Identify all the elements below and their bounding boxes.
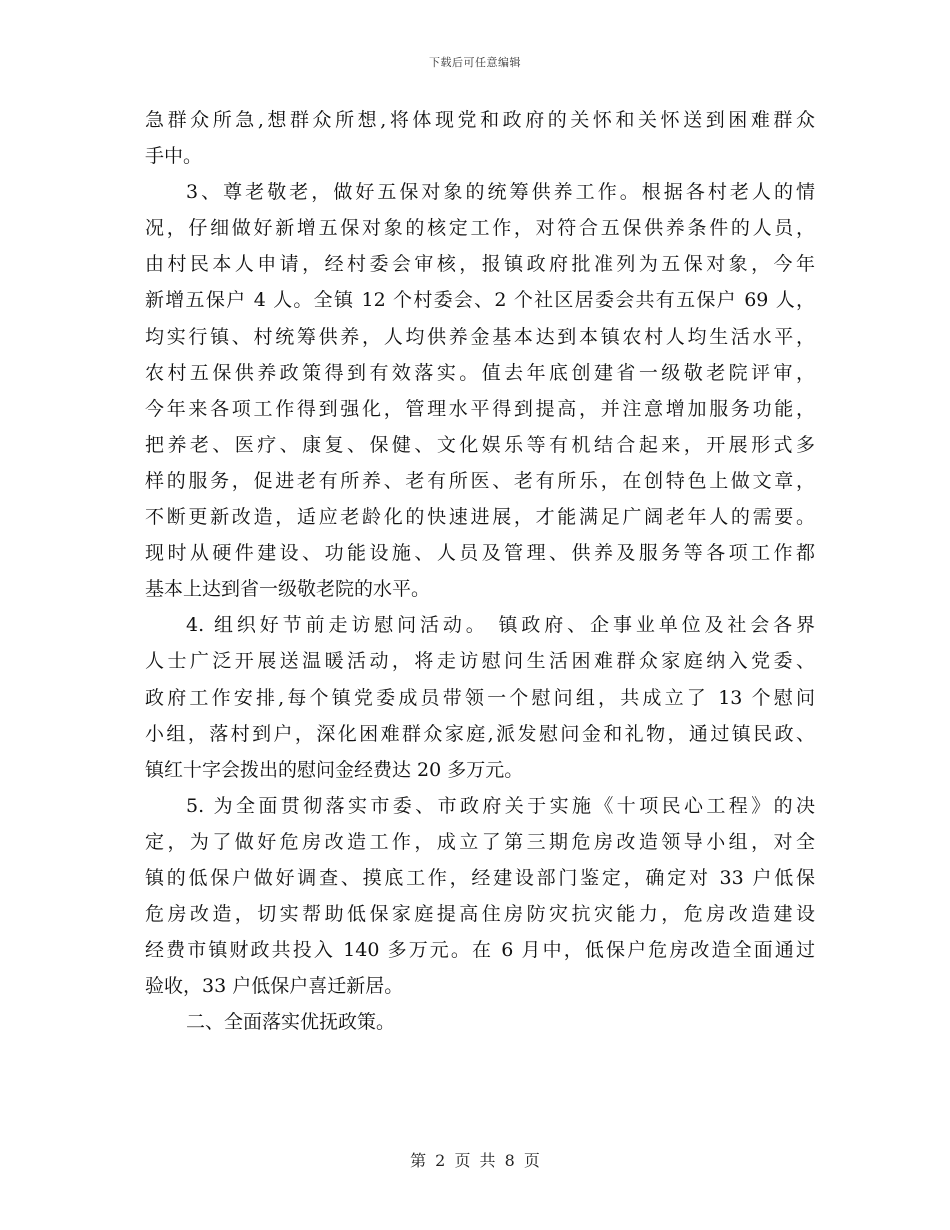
text-line: 镇的低保户做好调查、摸底工作，经建设部门鉴定，确定对 33 户低保 (145, 866, 815, 889)
text-line: 急群众所急,想群众所想,将体现党和政府的关怀和关怀送到困难群众 (145, 109, 815, 131)
section-heading: 二、全面落实优抚政策。 (186, 1011, 396, 1034)
text-line: 农村五保供养政策得到有效落实。值去年底创建省一级敬老院评审， (145, 361, 815, 384)
paragraph-3-start: 3、尊老敬老，做好五保对象的统筹供养工作。根据各村老人的情 (186, 181, 815, 204)
page-header: 下载后可任意编辑 (429, 56, 521, 69)
text-line: 由村民本人申请，经村委会审核，报镇政府批准列为五保对象，今年 (145, 253, 815, 276)
text-line: 定，为了做好危房改造工作，成立了第三期危房改造领导小组，对全 (145, 830, 815, 853)
page-number: 第 2 页 共 8 页 (410, 1151, 540, 1170)
text-line: 均实行镇、村统筹供养，人均供养金基本达到本镇农村人均生活水平， (145, 325, 815, 348)
text-line: 小组，落村到户，深化困难群众家庭,派发慰问金和礼物，通过镇民政、 (145, 722, 815, 745)
text-line: 基本上达到省一级敬老院的水平。 (145, 578, 431, 601)
text-line: 样的服务，促进老有所养、老有所医、老有所乐，在创特色上做文章， (145, 469, 815, 492)
document-body (145, 102, 815, 1040)
text-line: 今年来各项工作得到强化，管理水平得到提高，并注意增加服务功能， (145, 397, 815, 420)
text-line: 把养老、医疗、康复、保健、文化娱乐等有机结合起来，开展形式多 (145, 433, 815, 456)
text-line: 人士广泛开展送温暖活动，将走访慰问生活困难群众家庭纳入党委、 (145, 650, 815, 673)
text-line: 新增五保户 4 人。全镇 12 个村委会、2 个社区居委会共有五保户 69 人， (145, 289, 815, 312)
text-line: 验收，33 户低保户喜迁新居。 (145, 975, 404, 998)
text-line: 经费市镇财政共投入 140 多万元。在 6 月中，低保户危房改造全面通过 (145, 939, 815, 962)
paragraph-4-start: 4. 组织好节前走访慰问活动。 镇政府、企事业单位及社会各界 (186, 614, 815, 637)
text-line: 政府工作安排,每个镇党委成员带领一个慰问组，共成立了 13 个慰问 (145, 686, 815, 709)
paragraph-5-start: 5. 为全面贯彻落实市委、市政府关于实施《十项民心工程》的决 (186, 794, 815, 817)
text-line: 手中。 (145, 145, 203, 168)
text-line: 镇红十字会拨出的慰问金经费达 20 多万元。 (145, 758, 524, 781)
text-line: 况，仔细做好新增五保对象的核定工作，对符合五保供养条件的人员， (145, 217, 815, 240)
text-line: 现时从硬件建设、功能设施、人员及管理、供养及服务等各项工作都 (145, 542, 815, 565)
text-line: 不断更新改造，适应老龄化的快速进展，才能满足广阔老年人的需要。 (145, 506, 815, 529)
text-line: 危房改造，切实帮助低保家庭提高住房防灾抗灾能力，危房改造建设 (145, 903, 815, 926)
